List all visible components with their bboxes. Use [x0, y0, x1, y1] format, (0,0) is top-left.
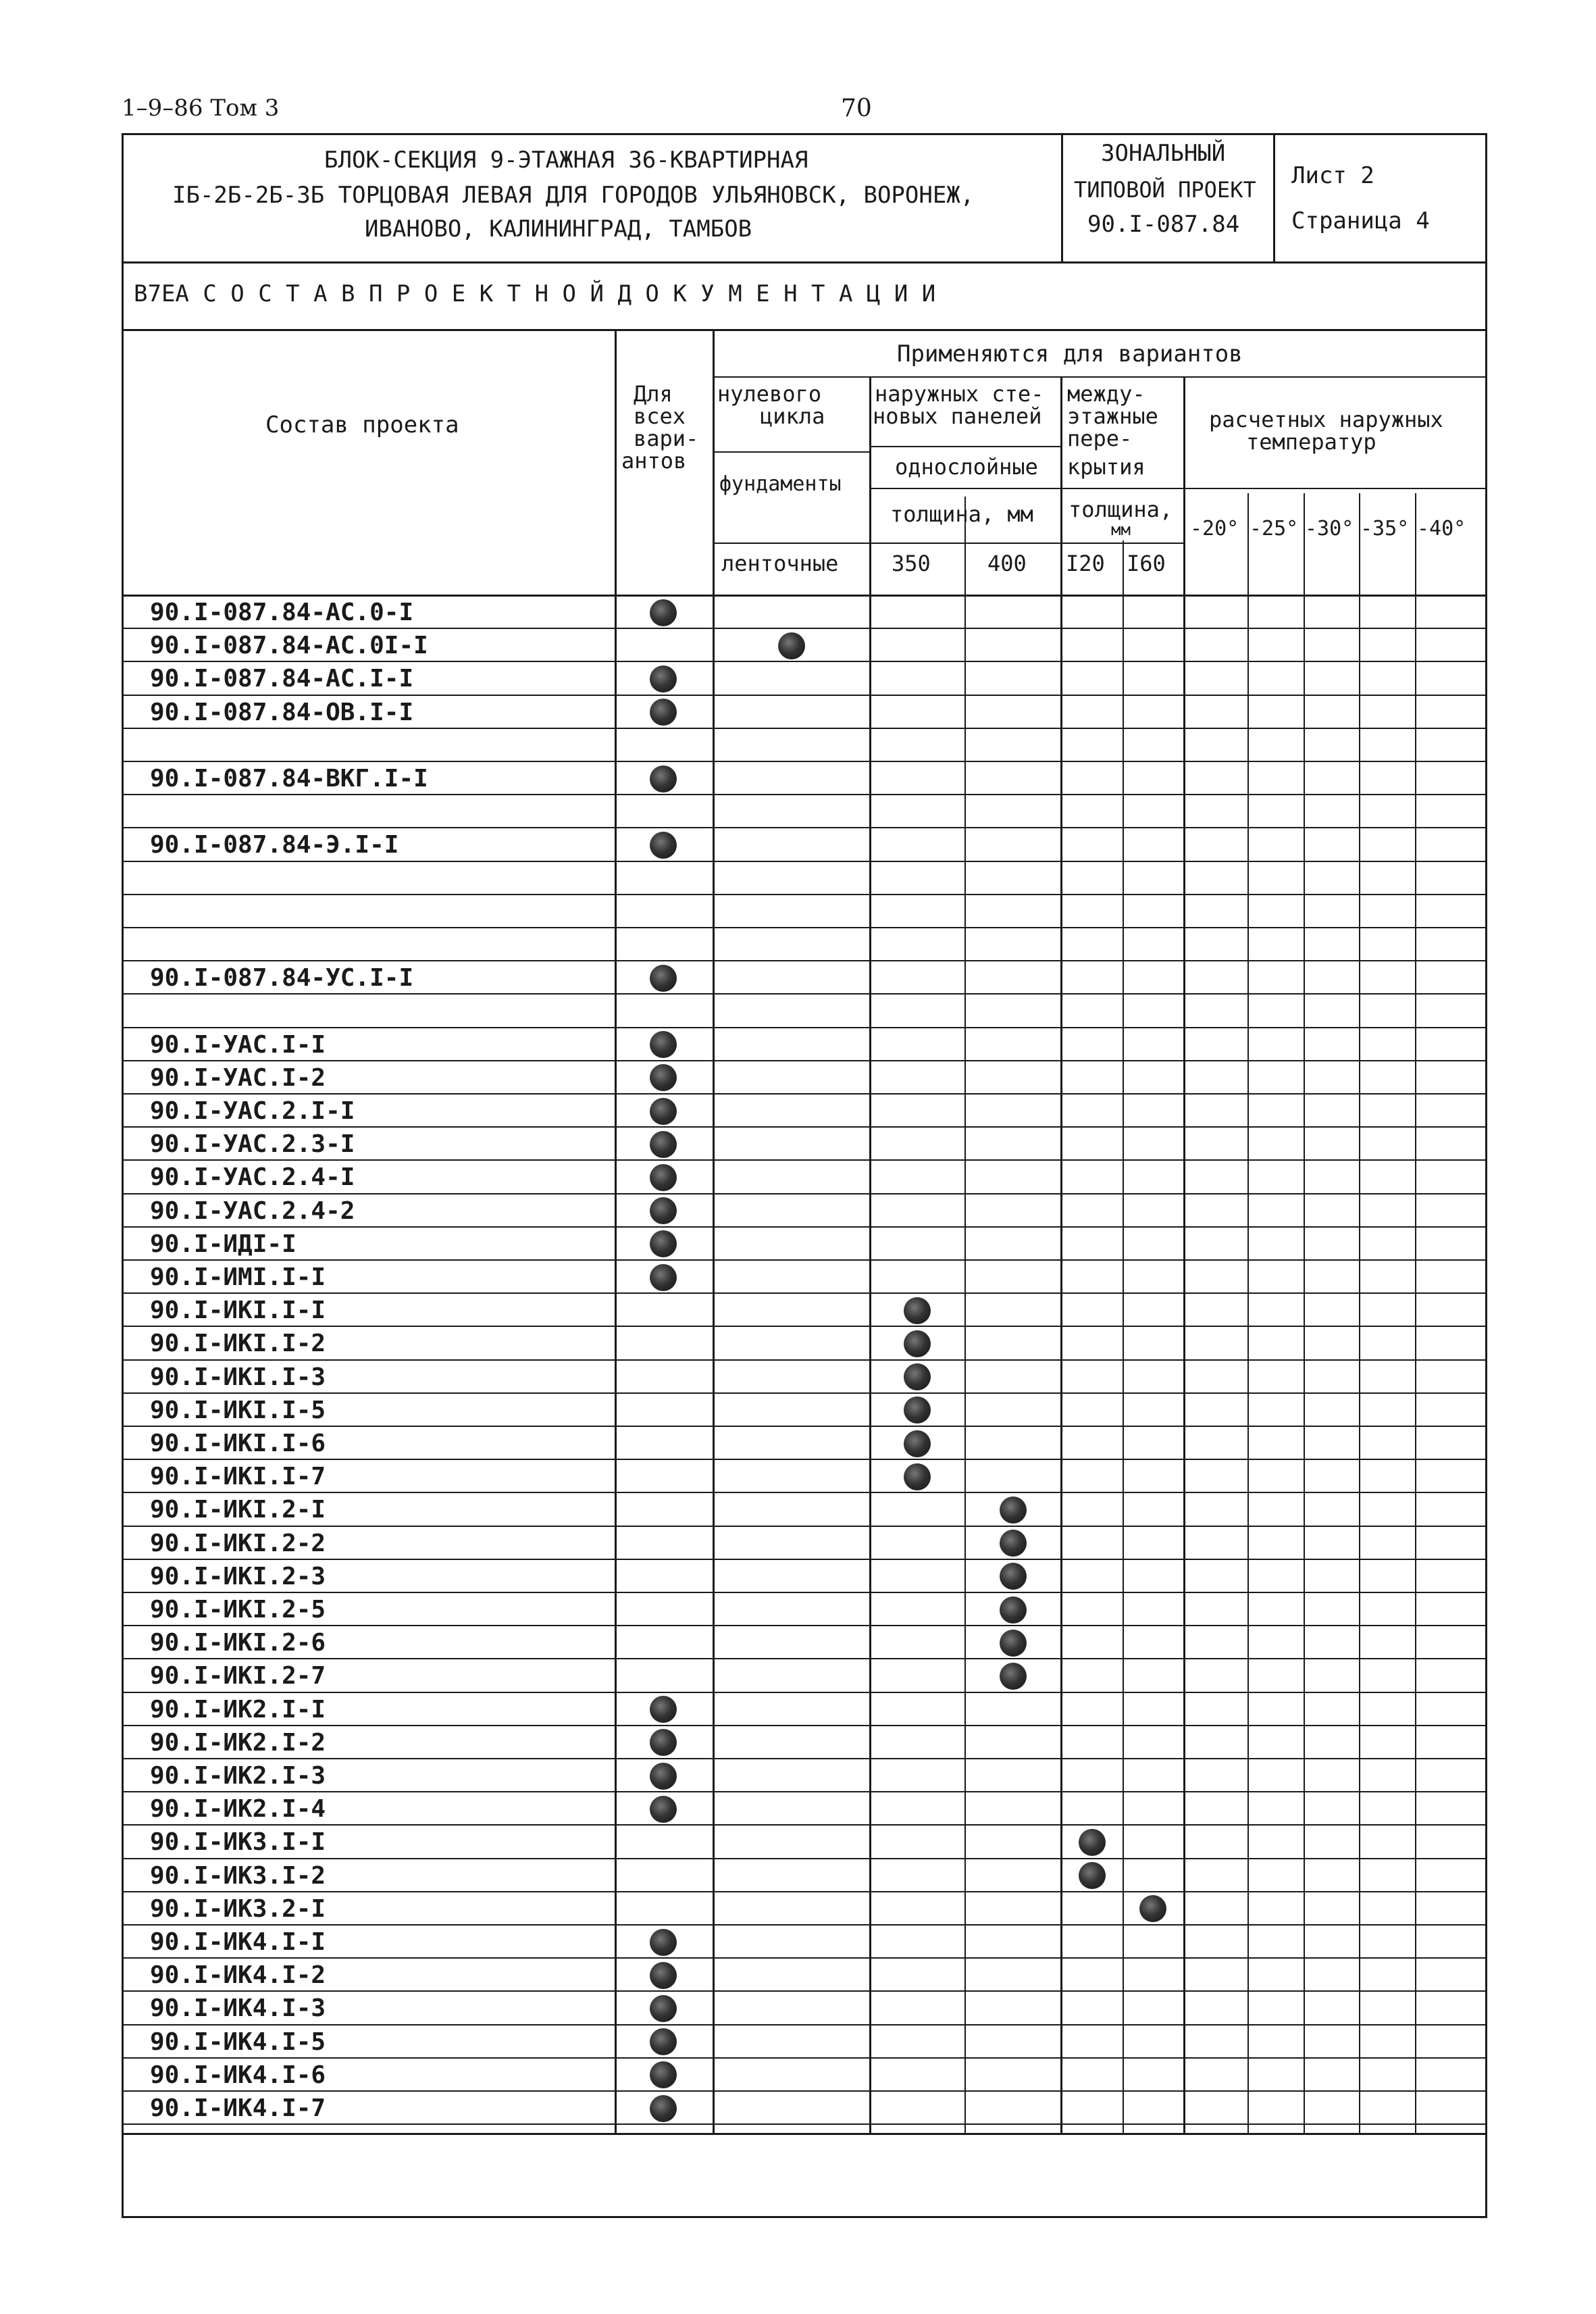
table-row-code: 90.I-УАС.I-I — [150, 1030, 326, 1059]
floors-line-2: этажные — [1067, 403, 1158, 429]
table-row-code: 90.I-ИК2.I-4 — [150, 1795, 326, 1823]
row-separator — [122, 2057, 1487, 2059]
table-row-code: 90.I-087.84-ОВ.I-I — [150, 698, 414, 726]
row-separator — [122, 1060, 1487, 1061]
section-title: В7ЕА С О С Т А В П Р О Е К Т Н О Й Д О К У М Е Н Т А Ц И И — [134, 280, 936, 307]
table-row-code: 90.I-087.84-УС.I-I — [150, 964, 414, 992]
table-row-code: 90.I-ИКI.2-I — [150, 1496, 326, 1524]
project-line-1: ЗОНАЛЬНЫЙ — [1101, 140, 1226, 167]
applicability-dot — [650, 1763, 677, 1790]
zero-cycle-line-1: нулевого — [717, 381, 822, 407]
row-separator — [122, 927, 1487, 928]
row-separator — [122, 1758, 1487, 1759]
applicability-dot — [778, 632, 805, 659]
applicability-dot — [904, 1297, 931, 1324]
panels-line-1: наружных сте- — [875, 381, 1044, 407]
row-separator — [122, 1226, 1487, 1228]
table-row-code: 90.I-УАС.2.4-I — [150, 1163, 355, 1192]
applicability-dot — [650, 1064, 677, 1091]
applicability-dot — [650, 1131, 677, 1158]
row-separator — [122, 861, 1487, 862]
row-separator — [122, 894, 1487, 895]
table-row-code: 90.I-087.84-АС.0-I — [150, 599, 414, 626]
table-row-code: 90.I-УАС.2.I-I — [150, 1097, 355, 1125]
applicability-dot — [650, 1164, 677, 1191]
project-line-2: ТИПОВОЙ ПРОЕКТ — [1074, 177, 1256, 203]
table-row-code: 90.I-ИКI.I-5 — [150, 1396, 326, 1424]
project-number: 90.I-087.84 — [1087, 211, 1240, 238]
applicability-dot — [650, 1929, 677, 1956]
table-row-code: 90.I-ИКI.I-I — [150, 1297, 326, 1325]
row-separator — [122, 1858, 1487, 1859]
table-row-code: 90.I-ИКI.I-7 — [150, 1463, 326, 1491]
row-separator — [122, 993, 1487, 995]
temp-minus-35: -35° — [1360, 517, 1410, 540]
row-separator — [122, 1891, 1487, 1892]
row-separator — [122, 1990, 1487, 1992]
table-row-code: 90.I-ИКI.2-5 — [150, 1596, 326, 1624]
row-separator — [122, 1392, 1487, 1394]
applicability-dot — [1000, 1630, 1027, 1657]
applicability-dot — [650, 1031, 677, 1058]
table-row-code: 90.I-УАС.2.4-2 — [150, 1197, 355, 1225]
applicability-dot — [904, 1330, 931, 1357]
floors-line-4: крытия — [1067, 454, 1145, 480]
row-separator — [122, 1625, 1487, 1626]
row-separator — [122, 2123, 1487, 2125]
row-separator — [122, 827, 1487, 828]
applicability-dot — [1000, 1530, 1027, 1557]
col-all-line-1: Для — [634, 381, 673, 407]
row-separator — [122, 1426, 1487, 1427]
table-row-code: 90.I-ИКI.2-6 — [150, 1629, 326, 1657]
applicability-dot — [650, 1796, 677, 1823]
single-layer-label: однослойные — [895, 454, 1038, 480]
applicability-dot — [904, 1397, 931, 1424]
title-line-2: IБ-2Б-2Б-3Б ТОРЦОВАЯ ЛЕВАЯ ДЛЯ ГОРОДОВ УЛЬЯНОВСК, ВОРОНЕЖ, — [172, 182, 975, 209]
applicability-dot — [1000, 1663, 1027, 1690]
row-separator — [122, 728, 1487, 729]
table-row-code: 90.I-ИК3.2-I — [150, 1894, 326, 1923]
temps-line-2: температур — [1246, 429, 1376, 455]
row-separator — [122, 1093, 1487, 1095]
table-row-code: 90.I-087.84-ВКГ.I-I — [150, 765, 428, 793]
applicability-dot — [650, 1995, 677, 2022]
row-separator — [122, 2024, 1487, 2026]
temps-line-1: расчетных наружных — [1209, 407, 1443, 432]
row-separator — [122, 628, 1487, 629]
table-row-code: 90.I-ИКI.2-7 — [150, 1662, 326, 1690]
row-separator — [122, 1193, 1487, 1194]
row-separator — [122, 695, 1487, 696]
row-separator — [122, 1725, 1487, 1726]
applicability-dot — [650, 1696, 677, 1723]
series-label: 1–9–86 Том 3 — [122, 95, 280, 122]
col-all-line-4: антов — [621, 448, 687, 474]
table-row-code: 90.I-ИКI.2-2 — [150, 1529, 326, 1557]
row-separator — [122, 2090, 1487, 2092]
applicability-dot — [650, 699, 677, 726]
applicability-dot — [1000, 1563, 1027, 1590]
row-separator — [122, 1159, 1487, 1161]
row-separator — [122, 1824, 1487, 1826]
floors-line-1: между- — [1067, 381, 1145, 407]
row-separator — [122, 1326, 1487, 1327]
table-row-code: 90.I-ИКI.I-3 — [150, 1363, 326, 1391]
col-composition-label: Состав проекта — [265, 411, 459, 438]
floor-thickness-line-1: толщина, — [1069, 497, 1173, 522]
row-separator — [122, 1957, 1487, 1959]
applicability-dot — [650, 1197, 677, 1224]
applicability-dot — [650, 665, 677, 693]
table-row-code: 90.I-ИК4.I-7 — [150, 2094, 326, 2122]
strip-label: ленточные — [721, 551, 839, 576]
row-separator — [122, 1559, 1487, 1560]
row-separator — [122, 794, 1487, 795]
title-line-1: БЛОК-СЕКЦИЯ 9-ЭТАЖНАЯ 36-КВАРТИРНАЯ — [324, 147, 808, 174]
table-row-code: 90.I-ИК4.I-3 — [150, 1994, 326, 2023]
zero-cycle-line-2: цикла — [760, 403, 825, 429]
row-separator — [122, 1126, 1487, 1128]
row-separator — [122, 661, 1487, 662]
sheet-label: Лист 2 — [1291, 162, 1374, 189]
row-separator — [122, 1592, 1487, 1593]
row-separator — [122, 1492, 1487, 1493]
applicability-dot — [650, 1264, 677, 1291]
table-row-code: 90.I-ИК2.I-I — [150, 1695, 326, 1724]
applicability-dot — [650, 765, 677, 793]
page-label: Страница 4 — [1291, 207, 1430, 234]
table-row-code: 90.I-ИК4.I-5 — [150, 2028, 326, 2056]
thickness-160: I60 — [1127, 551, 1166, 576]
applicability-dot — [650, 2028, 677, 2055]
applicability-dot — [1079, 1862, 1106, 1889]
page-number: 70 — [841, 95, 872, 122]
applicability-dot — [650, 832, 677, 859]
floors-line-3: пере- — [1067, 426, 1133, 451]
applicability-dot — [650, 1230, 677, 1257]
page-bottom-border — [122, 2216, 1487, 2218]
row-separator — [122, 1359, 1487, 1361]
col-all-line-3: вари- — [634, 426, 699, 451]
table-row-code: 90.I-ИДI-I — [150, 1230, 297, 1258]
table-row-code: 90.I-ИМI.I-I — [150, 1263, 326, 1291]
thickness-label: толщина, мм — [890, 501, 1033, 527]
table-row-code: 90.I-ИКI.I-2 — [150, 1330, 326, 1358]
applied-for-label: Применяются для вариантов — [897, 341, 1243, 368]
table-row-code: 90.I-ИК4.I-I — [150, 1928, 326, 1956]
row-separator — [122, 960, 1487, 961]
table-row-code: 90.I-ИК3.I-I — [150, 1828, 326, 1857]
applicability-dot — [650, 2095, 677, 2122]
applicability-dot — [650, 599, 677, 626]
row-separator — [122, 1692, 1487, 1693]
temp-minus-20: -20° — [1190, 517, 1239, 540]
table-row-code: 90.I-ИК2.I-2 — [150, 1728, 326, 1757]
table-row-code: 90.I-ИК4.I-6 — [150, 2061, 326, 2089]
table-row-code: 90.I-ИК2.I-3 — [150, 1762, 326, 1790]
applicability-dot — [904, 1430, 931, 1457]
row-separator — [122, 761, 1487, 762]
temp-minus-30: -30° — [1305, 517, 1354, 540]
applicability-dot — [1079, 1829, 1106, 1856]
title-line-3: ИВАНОВО, КАЛИНИНГРАД, ТАМБОВ — [365, 216, 752, 243]
applicability-dot — [904, 1463, 931, 1490]
thickness-120: I20 — [1066, 551, 1105, 576]
thickness-400: 400 — [987, 551, 1027, 576]
foundations-label: фундаменты — [719, 472, 842, 496]
table-row-code: 90.I-ИК3.I-2 — [150, 1861, 326, 1890]
col-all-line-2: всех — [634, 403, 686, 429]
floor-thickness-line-2: мм — [1111, 520, 1131, 539]
applicability-dot — [1000, 1596, 1027, 1624]
applicability-dot — [650, 1962, 677, 1989]
applicability-dot — [650, 965, 677, 992]
temp-minus-40: -40° — [1417, 517, 1466, 540]
table-row-code: 90.I-ИК4.I-2 — [150, 1961, 326, 1990]
panels-line-2: новых панелей — [873, 403, 1042, 429]
table-bottom-border — [122, 2133, 1487, 2135]
row-separator — [122, 1526, 1487, 1527]
row-separator — [122, 1259, 1487, 1261]
row-separator — [122, 1924, 1487, 1926]
table-row-code: 90.I-087.84-Э.I-I — [150, 831, 399, 859]
applicability-dot — [904, 1363, 931, 1390]
applicability-dot — [650, 1098, 677, 1125]
table-row-code: 90.I-087.84-АС.0I-I — [150, 632, 428, 660]
row-separator — [122, 1791, 1487, 1792]
table-row-code: 90.I-ИКI.2-3 — [150, 1562, 326, 1590]
table-row-code: 90.I-087.84-АС.I-I — [150, 665, 414, 693]
thickness-350: 350 — [892, 551, 931, 576]
temp-minus-25: -25° — [1250, 517, 1299, 540]
table-row-code: 90.I-УАС.I-2 — [150, 1063, 326, 1092]
applicability-dot — [1000, 1496, 1027, 1524]
applicability-dot — [1139, 1895, 1166, 1922]
row-separator — [122, 1292, 1487, 1294]
row-separator — [122, 1027, 1487, 1028]
row-separator — [122, 1658, 1487, 1659]
row-separator — [122, 1459, 1487, 1460]
applicability-dot — [650, 2061, 677, 2088]
table-row-code: 90.I-УАС.2.3-I — [150, 1130, 355, 1159]
applicability-dot — [650, 1729, 677, 1756]
table-row-code: 90.I-ИКI.I-6 — [150, 1430, 326, 1457]
